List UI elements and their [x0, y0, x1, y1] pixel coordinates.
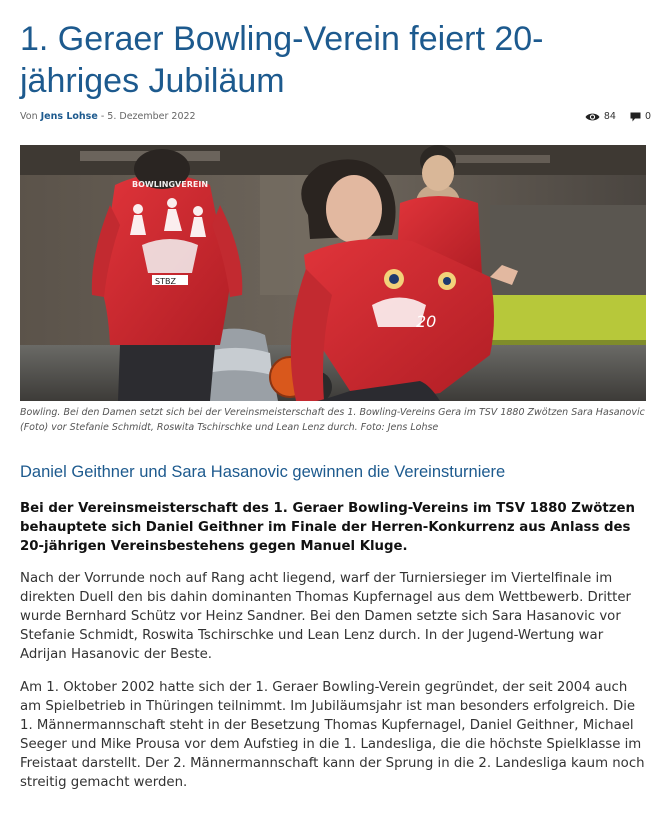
comment-icon [630, 112, 641, 122]
comments-stat[interactable] [630, 111, 651, 122]
svg-text:STBZ: STBZ [155, 277, 176, 286]
views-count: 84 [603, 111, 616, 122]
article-lead: Bei der Vereinsmeisterschaft des 1. Geraer Bowling-Vereins im TSV 1880 Zwötzen behauptete sich Daniel Geithner im Finale der Herren-Konkurrenz aus Anlass des 20-jährigen Vereinsbestehens gegen Manuel Kluge. [20, 501, 635, 554]
article-paragraph: Am 1. Oktober 2002 hatte sich der 1. Geraer Bowling-Verein gegründet, der seit 2004 auch am Spielbetrieb in Thüringen teilnimmt. Im Jubiläumsjahr ist man besonders erfolgreich. Die 1. Männermannschaft steht in der Besetzung Thomas Kupfernagel, Daniel Geithner, Michael Seeger und Mike Prousa vor dem Aufstieg in die 1. Landesliga, die die höchste Spielklasse im Freistaat darstellt. Der 2. Männermannschaft kann der Sprung in die 2. Landesliga kaum noch streitig gemacht werden. [20, 680, 645, 790]
photo-caption: Bowling. Bei den Damen setzt sich bei der Vereinsmeisterschaft des 1. Bowling-Vereins Gera im TSV 1880 Zwötzen Sara Hasanovic (Foto) vor Stefanie Schmidt, Roswita Tschirschke und Lean Lenz durch. Foto: Jens Lohse [20, 407, 645, 433]
article-paragraph: Nach der Vorrunde noch auf Rang acht liegend, warf der Turniersieger im Viertelfinale im direkten Duell den bis dahin dominanten Thomas Kupfernagel aus dem Wettbewerb. Dritter wurde Bernhard Schütz vor Heinz Sandner. Bei den Damen setzte sich Sara Hasanovic vor Stefanie Schmidt, Roswita Tschirschke und Lean Lenz durch. In der Jugend-Wertung war Adrijan Hasanovic der Beste. [20, 571, 632, 662]
views-stat [585, 111, 616, 122]
article-photo [20, 145, 646, 401]
date-separator: - [100, 111, 105, 122]
bowling-photo-illustration [20, 145, 646, 401]
author-link[interactable]: Jens Lohse [40, 111, 98, 122]
svg-text:BOWLINGVEREIN: BOWLINGVEREIN [132, 180, 209, 189]
eye-icon [585, 112, 600, 122]
article-subtitle: Daniel Geithner und Sara Hasanovic gewinnen die Vereinsturniere [20, 463, 506, 481]
article-meta [20, 111, 651, 127]
comments-count: 0 [644, 111, 651, 122]
svg-text:20: 20 [416, 312, 437, 331]
publish-date: 5. Dezember 2022 [107, 111, 196, 122]
article-title: 1. Geraer Bowling-Verein feiert 20-jähriges Jubiläum [20, 20, 544, 100]
article-stats [585, 111, 651, 122]
byline-prefix: Von [20, 111, 38, 122]
